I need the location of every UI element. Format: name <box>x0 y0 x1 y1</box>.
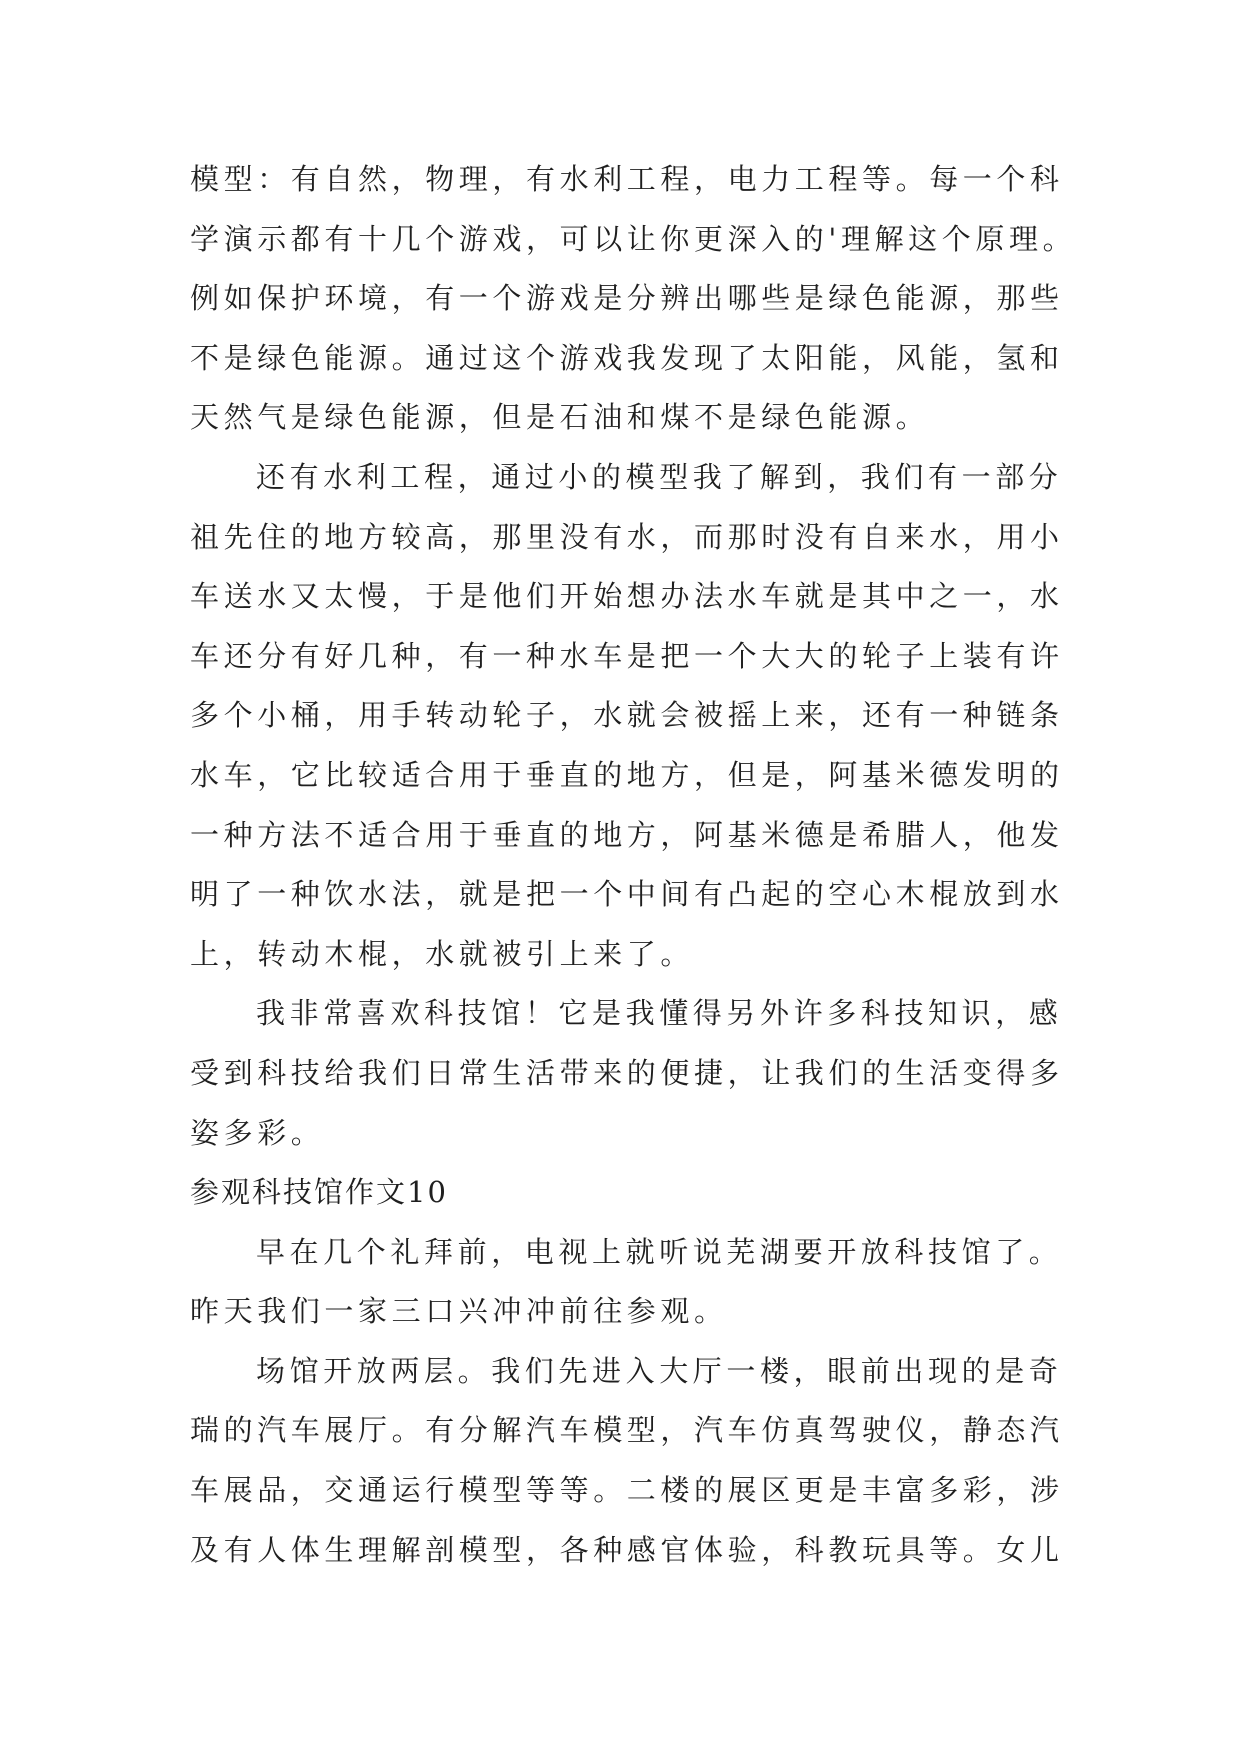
text-line: 模型：有自然，物理，有水利工程，电力工程等。每一个科 <box>190 162 1064 196</box>
text-line: 不是绿色能源。通过这个游戏我发现了太阳能，风能，氢和 <box>190 340 1064 375</box>
paragraph-start-line: 场馆开放两层。我们先进入大厅一楼，眼前出现的是奇 <box>256 1353 1063 1388</box>
text-line: 多个小桶，用手转动轮子，水就会被摇上来，还有一种链条 <box>190 698 1064 733</box>
document-body <box>190 150 1077 1580</box>
text-line: 天然气是绿色能源，但是石油和煤不是绿色能源。 <box>190 400 930 435</box>
text-line: 姿多彩。 <box>190 1115 325 1150</box>
paragraph-start-line: 我非常喜欢科技馆！它是我懂得另外许多科技知识，感 <box>256 996 1063 1031</box>
text-line: 水车，它比较适合用于垂直的地方，但是，阿基米德发明的 <box>190 757 1064 792</box>
paragraph-start-line: 早在几个礼拜前，电视上就听说芜湖要开放科技馆了。 <box>256 1234 1063 1269</box>
text-line: 受到科技给我们日常生活带来的便捷，让我们的生活变得多 <box>190 1055 1064 1090</box>
text-line: 祖先住的地方较高，那里没有水，而那时没有自来水，用小 <box>190 519 1064 554</box>
text-line: 上，转动木棍，水就被引上来了。 <box>190 936 695 971</box>
text-line: 车还分有好几种，有一种水车是把一个大大的轮子上装有许 <box>190 638 1064 673</box>
text-line: 车送水又太慢，于是他们开始想办法水车就是其中之一，水 <box>190 579 1064 614</box>
text-line: 昨天我们一家三口兴冲冲前往参观。 <box>190 1294 728 1329</box>
text-line: 一种方法不适合用于垂直的地方，阿基米德是希腊人，他发 <box>190 817 1064 852</box>
text-line: 及有人体生理解剖模型，各种感官体验，科教玩具等。女儿 <box>190 1532 1064 1567</box>
text-line: 车展品，交通运行模型等等。二楼的展区更是丰富多彩，涉 <box>190 1473 1064 1508</box>
text-line: 学演示都有十几个游戏，可以让你更深入的'理解这个原理。 <box>190 221 1077 256</box>
text-line: 瑞的汽车展厅。有分解汽车模型，汽车仿真驾驶仪，静态汽 <box>190 1413 1064 1448</box>
paragraph-start-line: 还有水利工程，通过小的模型我了解到，我们有一部分 <box>256 459 1063 494</box>
text-line: 明了一种饮水法，就是把一个中间有凸起的空心木棍放到水 <box>190 877 1064 912</box>
section-heading: 参观科技馆作文10 <box>190 1175 448 1210</box>
text-line: 例如保护环境，有一个游戏是分辨出哪些是绿色能源，那些 <box>190 281 1064 316</box>
